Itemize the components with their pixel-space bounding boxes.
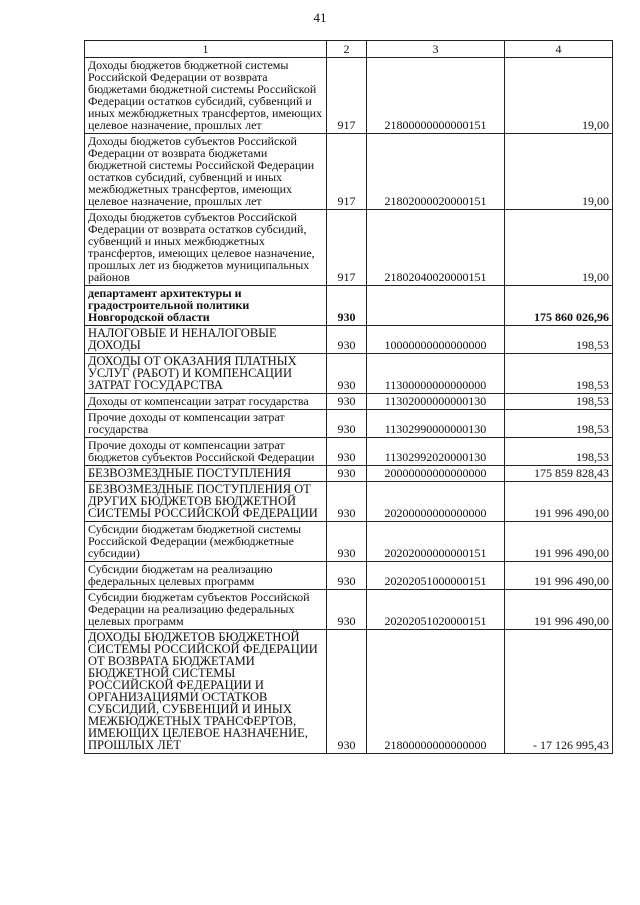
row-amount-cell: 19,00 [505, 210, 613, 286]
table-row [85, 210, 613, 286]
row-admin-code-cell: 917 [327, 210, 367, 286]
table-row [85, 438, 613, 466]
row-admin-code-cell: 930 [327, 630, 367, 754]
row-admin-code-cell: 930 [327, 522, 367, 562]
row-admin-code-cell: 917 [327, 134, 367, 210]
column-header-1: 1 [85, 41, 327, 58]
row-budget-code-cell: 20200000000000000 [367, 482, 505, 522]
row-admin-code-cell: 930 [327, 438, 367, 466]
row-name-cell: Субсидии бюджетам бюджетной системы Российской Федерации (межбюджетные субсидии) [85, 522, 327, 562]
row-amount-cell: 191 996 490,00 [505, 482, 613, 522]
row-amount-cell: 198,53 [505, 354, 613, 394]
row-budget-code-cell: 20202000000000151 [367, 522, 505, 562]
row-amount-cell: - 17 126 995,43 [505, 630, 613, 754]
row-name-cell: Доходы бюджетов субъектов Российской Федерации от возврата бюджетами бюджетной системы Российской Федерации остатков субсидий, субвенций и иных межбюджетных трансфертов, имеющих целевое назначение, прошлых лет [85, 134, 327, 210]
table-row [85, 562, 613, 590]
row-amount-cell: 198,53 [505, 394, 613, 410]
row-name-cell: НАЛОГОВЫЕ И НЕНАЛОГОВЫЕ ДОХОДЫ [85, 326, 327, 354]
row-amount-cell: 191 996 490,00 [505, 590, 613, 630]
row-admin-code-cell: 930 [327, 354, 367, 394]
table-row [85, 58, 613, 134]
table-body [85, 58, 613, 754]
row-name-cell: Доходы бюджетов субъектов Российской Федерации от возврата остатков субсидий, субвенций и иных межбюджетных трансфертов, имеющих целевое назначение, прошлых лет из бюджетов муниципальных районов [85, 210, 327, 286]
row-name-cell: БЕЗВОЗМЕЗДНЫЕ ПОСТУПЛЕНИЯ [85, 466, 327, 482]
row-budget-code-cell: 21800000000000151 [367, 58, 505, 134]
row-budget-code-cell: 20202051000000151 [367, 562, 505, 590]
row-budget-code-cell: 20000000000000000 [367, 466, 505, 482]
row-budget-code-cell: 11302000000000130 [367, 394, 505, 410]
row-name-cell: Субсидии бюджетам субъектов Российской Федерации на реализацию федеральных целевых программ [85, 590, 327, 630]
table-row [85, 466, 613, 482]
row-name-cell: Доходы от компенсации затрат государства [85, 394, 327, 410]
page-number: 41 [313, 10, 327, 25]
table-row [85, 286, 613, 326]
row-amount-cell: 198,53 [505, 438, 613, 466]
row-amount-cell: 175 860 026,96 [505, 286, 613, 326]
row-budget-code-cell [367, 286, 505, 326]
row-name-cell: Субсидии бюджетам на реализацию федеральных целевых программ [85, 562, 327, 590]
budget-revenue-table [84, 40, 613, 754]
row-budget-code-cell: 11300000000000000 [367, 354, 505, 394]
row-budget-code-cell: 20202051020000151 [367, 590, 505, 630]
row-name-cell: ДОХОДЫ БЮДЖЕТОВ БЮДЖЕТНОЙ СИСТЕМЫ РОССИЙСКОЙ ФЕДЕРАЦИИ ОТ ВОЗВРАТА БЮДЖЕТАМИ БЮДЖЕТНОЙ СИСТЕМЫ РОССИЙСКОЙ ФЕДЕРАЦИИ И ОРГАНИЗАЦИЯМИ ОСТАТКОВ СУБСИДИЙ, СУБВЕНЦИЙ И ИНЫХ МЕЖБЮДЖЕТНЫХ ТРАНСФЕРТОВ, ИМЕЮЩИХ ЦЕЛЕВОЕ НАЗНАЧЕНИЕ, ПРОШЛЫХ ЛЕТ [85, 630, 327, 754]
table-row [85, 630, 613, 754]
row-name-cell: Прочие доходы от компенсации затрат бюджетов субъектов Российской Федерации [85, 438, 327, 466]
table-row [85, 326, 613, 354]
row-amount-cell: 19,00 [505, 58, 613, 134]
row-budget-code-cell: 11302990000000130 [367, 410, 505, 438]
row-admin-code-cell: 930 [327, 466, 367, 482]
row-budget-code-cell: 21800000000000000 [367, 630, 505, 754]
row-admin-code-cell: 930 [327, 394, 367, 410]
row-amount-cell: 19,00 [505, 134, 613, 210]
row-amount-cell: 198,53 [505, 410, 613, 438]
row-admin-code-cell: 930 [327, 590, 367, 630]
row-name-cell: Доходы бюджетов бюджетной системы Российской Федерации от возврата бюджетами бюджетной системы Российской Федерации остатков субсидий, субвенций и иных межбюджетных трансфертов, имеющих целевое назначение, прошлых лет [85, 58, 327, 134]
row-amount-cell: 191 996 490,00 [505, 562, 613, 590]
row-admin-code-cell: 930 [327, 326, 367, 354]
row-admin-code-cell: 930 [327, 482, 367, 522]
row-budget-code-cell: 21802000020000151 [367, 134, 505, 210]
row-amount-cell: 175 859 828,43 [505, 466, 613, 482]
row-admin-code-cell: 930 [327, 562, 367, 590]
table-row [85, 410, 613, 438]
row-admin-code-cell: 917 [327, 58, 367, 134]
row-name-cell: Прочие доходы от компенсации затрат государства [85, 410, 327, 438]
table-row [85, 134, 613, 210]
table-row [85, 354, 613, 394]
column-header-3: 3 [367, 41, 505, 58]
row-budget-code-cell: 21802040020000151 [367, 210, 505, 286]
column-header-2: 2 [327, 41, 367, 58]
row-budget-code-cell: 10000000000000000 [367, 326, 505, 354]
table-row [85, 590, 613, 630]
row-admin-code-cell: 930 [327, 410, 367, 438]
row-budget-code-cell: 11302992020000130 [367, 438, 505, 466]
row-amount-cell: 198,53 [505, 326, 613, 354]
table-row [85, 482, 613, 522]
row-name-cell: БЕЗВОЗМЕЗДНЫЕ ПОСТУПЛЕНИЯ ОТ ДРУГИХ БЮДЖЕТОВ БЮДЖЕТНОЙ СИСТЕМЫ РОССИЙСКОЙ ФЕДЕРАЦИИ [85, 482, 327, 522]
row-admin-code-cell: 930 [327, 286, 367, 326]
row-name-cell: департамент архитектуры и градостроительной политики Новгородской области [85, 286, 327, 326]
column-number-header-row [85, 41, 613, 58]
column-header-4: 4 [505, 41, 613, 58]
row-amount-cell: 191 996 490,00 [505, 522, 613, 562]
row-name-cell: ДОХОДЫ ОТ ОКАЗАНИЯ ПЛАТНЫХ УСЛУГ (РАБОТ) И КОМПЕНСАЦИИ ЗАТРАТ ГОСУДАРСТВА [85, 354, 327, 394]
table-row [85, 522, 613, 562]
table-row [85, 394, 613, 410]
